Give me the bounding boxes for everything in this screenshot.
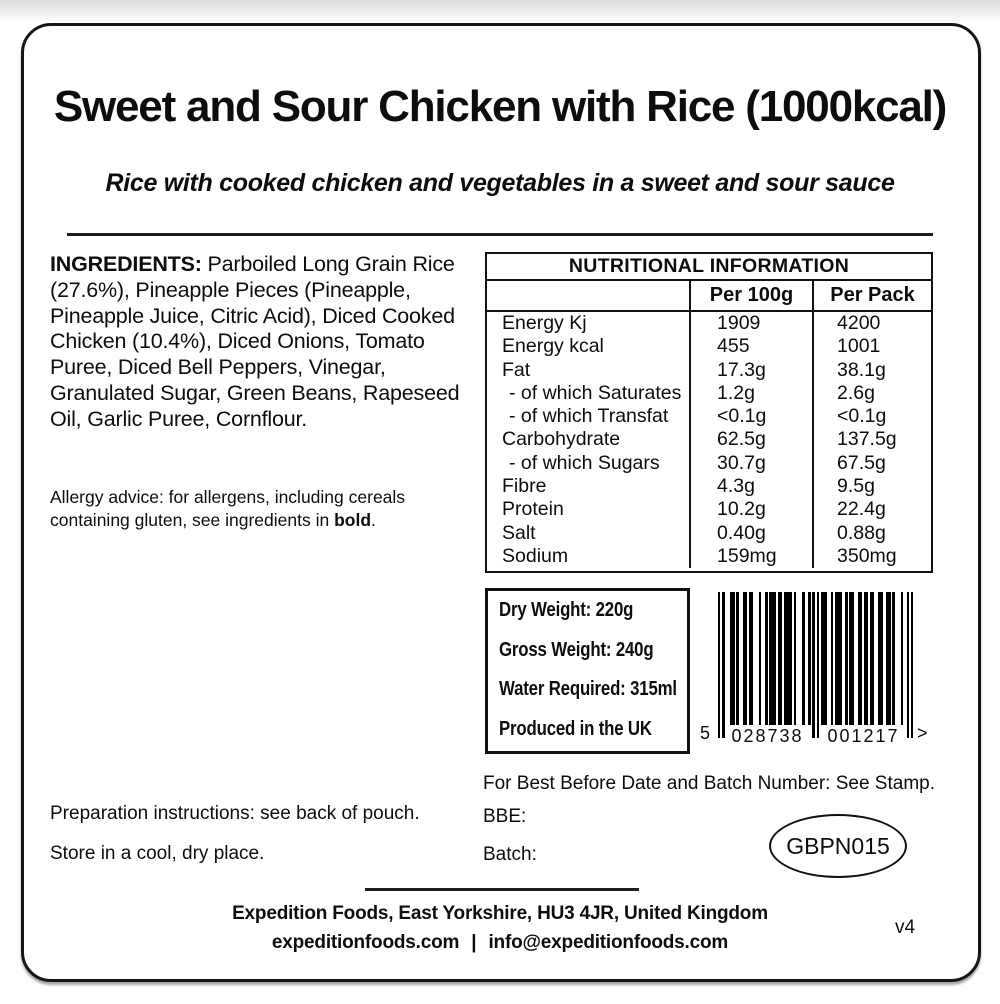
barcode-bar — [888, 592, 890, 725]
barcode-bar — [892, 592, 894, 725]
ingredients-heading: INGREDIENTS: — [50, 252, 202, 276]
barcode-bar — [722, 592, 724, 738]
nutrition-row — [487, 522, 931, 545]
barcode-bar — [812, 592, 814, 738]
allergy-advice — [50, 486, 470, 532]
barcode-bar — [773, 592, 775, 725]
nutrition-row — [487, 545, 931, 568]
footer-address: Expedition Foods, East Yorkshire, HU3 4JR, United Kingdom — [232, 903, 768, 924]
barcode-bar — [732, 592, 734, 725]
barcode-bar — [911, 592, 913, 738]
nutrient-label: Salt — [502, 521, 536, 544]
bbe-label: BBE: — [483, 806, 527, 827]
nutrient-label: - of which Sugars — [509, 451, 660, 474]
barcode-bar — [794, 592, 796, 725]
nutrition-row — [487, 452, 931, 475]
nutrient-label: Sodium — [502, 544, 569, 567]
barcode-digits-right: 001217 — [822, 726, 905, 747]
ingredients-text — [50, 252, 462, 433]
nutrition-row — [487, 428, 931, 451]
value-per-100g: 30.7g — [689, 452, 812, 475]
value-per-pack: 9.5g — [812, 475, 931, 498]
header-per-100g: Per 100g — [689, 281, 812, 310]
barcode-bar — [790, 592, 792, 725]
background-shade — [0, 0, 1000, 22]
barcode-bar — [831, 592, 833, 725]
pack-info-line: Produced in the UK — [499, 717, 652, 740]
nutrition-row — [487, 382, 931, 405]
allergy-text: Allergy advice: for allergens, including cereals containing gluten, see ingredients in — [50, 487, 406, 530]
nutrition-table — [485, 252, 933, 573]
nutrition-row — [487, 405, 931, 428]
nutrient-label: Carbohydrate — [502, 428, 621, 451]
allergy-period: . — [371, 510, 376, 530]
barcode-bar — [860, 592, 862, 725]
barcode-bar — [825, 592, 827, 725]
value-per-100g: 1.2g — [689, 382, 812, 405]
product-title: Sweet and Sour Chicken with Rice (1000kcal) — [53, 82, 947, 131]
nutrition-row — [487, 335, 931, 358]
nutrition-row — [487, 498, 931, 521]
footer-divider — [365, 888, 639, 891]
barcode-digits-left: 028738 — [726, 726, 809, 747]
nutrition-row — [487, 359, 931, 382]
barcode-bar — [745, 592, 747, 725]
header-spacer — [487, 281, 689, 310]
pack-info-line: Water Required: 315ml — [499, 678, 677, 701]
nutrition-row — [487, 475, 931, 498]
value-per-100g: 1909 — [689, 312, 812, 335]
value-per-100g: 10.2g — [689, 498, 812, 521]
label-version: v4 — [895, 917, 916, 938]
barcode-bar — [808, 592, 810, 725]
barcode-bar — [802, 592, 804, 725]
pack-info-line: Dry Weight: 220g — [499, 599, 634, 621]
batch-code: GBPN015 — [786, 832, 890, 859]
ingredients-body: Parboiled Long Grain Rice (27.6%), Pineapple Pieces (Pineapple, Pineapple Juice, Citric Acid), Diced Cooked Chicken (10.4%), Diced Onions, Tomato Puree, Diced Bell Peppers, Vinegar, Granulated Sugar, Green Beans, Rapeseed Oil, Garlic Puree, Cornflour. — [50, 252, 460, 431]
barcode-bar — [839, 592, 841, 725]
value-per-pack: <0.1g — [812, 405, 931, 428]
nutrient-label: - of which Transfat — [509, 405, 669, 428]
barcode-bar — [907, 592, 909, 738]
nutrition-table-header — [487, 281, 931, 312]
pack-info-line: Gross Weight: 240g — [499, 638, 654, 661]
value-per-pack: 22.4g — [812, 498, 931, 521]
barcode-bar — [780, 592, 782, 725]
value-per-pack: 4200 — [812, 312, 931, 335]
nutrient-label: Fibre — [502, 475, 547, 498]
barcode-bar — [872, 592, 874, 725]
nutrient-label: Protein — [502, 498, 564, 521]
value-per-100g: 17.3g — [689, 359, 812, 382]
nutrition-row — [487, 312, 931, 335]
value-per-pack: 1001 — [812, 335, 931, 358]
footer-contacts: expeditionfoods.com | info@expeditionfoods.com — [271, 932, 729, 953]
barcode-bar — [817, 592, 819, 738]
barcode-bar — [718, 592, 720, 738]
barcode — [700, 592, 928, 752]
batch-label: Batch: — [483, 844, 537, 865]
barcode-quiet-zone-mark: > — [917, 723, 928, 743]
value-per-100g: 0.40g — [689, 522, 812, 545]
value-per-100g: 4.3g — [689, 475, 812, 498]
nutrient-label: - of which Saturates — [509, 381, 682, 404]
pack-info-box — [485, 588, 690, 754]
value-per-100g: 159mg — [689, 545, 812, 568]
divider-line — [67, 233, 933, 236]
value-per-pack: 137.5g — [812, 428, 931, 451]
barcode-bar — [736, 592, 738, 725]
value-per-100g: <0.1g — [689, 405, 812, 428]
nutrient-label: Energy kcal — [502, 335, 604, 358]
allergy-bold-word: bold — [334, 510, 372, 530]
header-per-pack: Per Pack — [812, 281, 931, 310]
value-per-pack: 38.1g — [812, 359, 931, 382]
product-subtitle: Rice with cooked chicken and vegetables in a sweet and sour sauce — [105, 169, 895, 197]
nutrition-table-body — [487, 312, 931, 571]
barcode-bar — [845, 592, 847, 725]
value-per-100g: 455 — [689, 335, 812, 358]
value-per-pack: 0.88g — [812, 522, 931, 545]
barcode-bar — [851, 592, 853, 725]
nutrition-table-title: NUTRITIONAL INFORMATION — [487, 254, 931, 281]
best-before-note: For Best Before Date and Batch Number: See Stamp. — [483, 773, 936, 794]
barcode-bar — [751, 592, 753, 725]
preparation-note: Preparation instructions: see back of pouch. — [50, 803, 420, 824]
value-per-pack: 2.6g — [812, 382, 931, 405]
value-per-pack: 67.5g — [812, 452, 931, 475]
storage-note: Store in a cool, dry place. — [50, 843, 265, 864]
barcode-bar — [759, 592, 761, 725]
barcode-bar — [880, 592, 882, 725]
value-per-pack: 350mg — [812, 545, 931, 568]
batch-code-stamp — [769, 814, 907, 878]
nutrient-label: Energy Kj — [502, 312, 587, 334]
nutrient-label: Fat — [502, 358, 531, 381]
barcode-bar — [901, 592, 903, 725]
barcode-leading-digit: 5 — [700, 723, 711, 743]
barcode-bar — [765, 592, 767, 725]
barcode-bar — [866, 592, 868, 725]
value-per-100g: 62.5g — [689, 428, 812, 451]
